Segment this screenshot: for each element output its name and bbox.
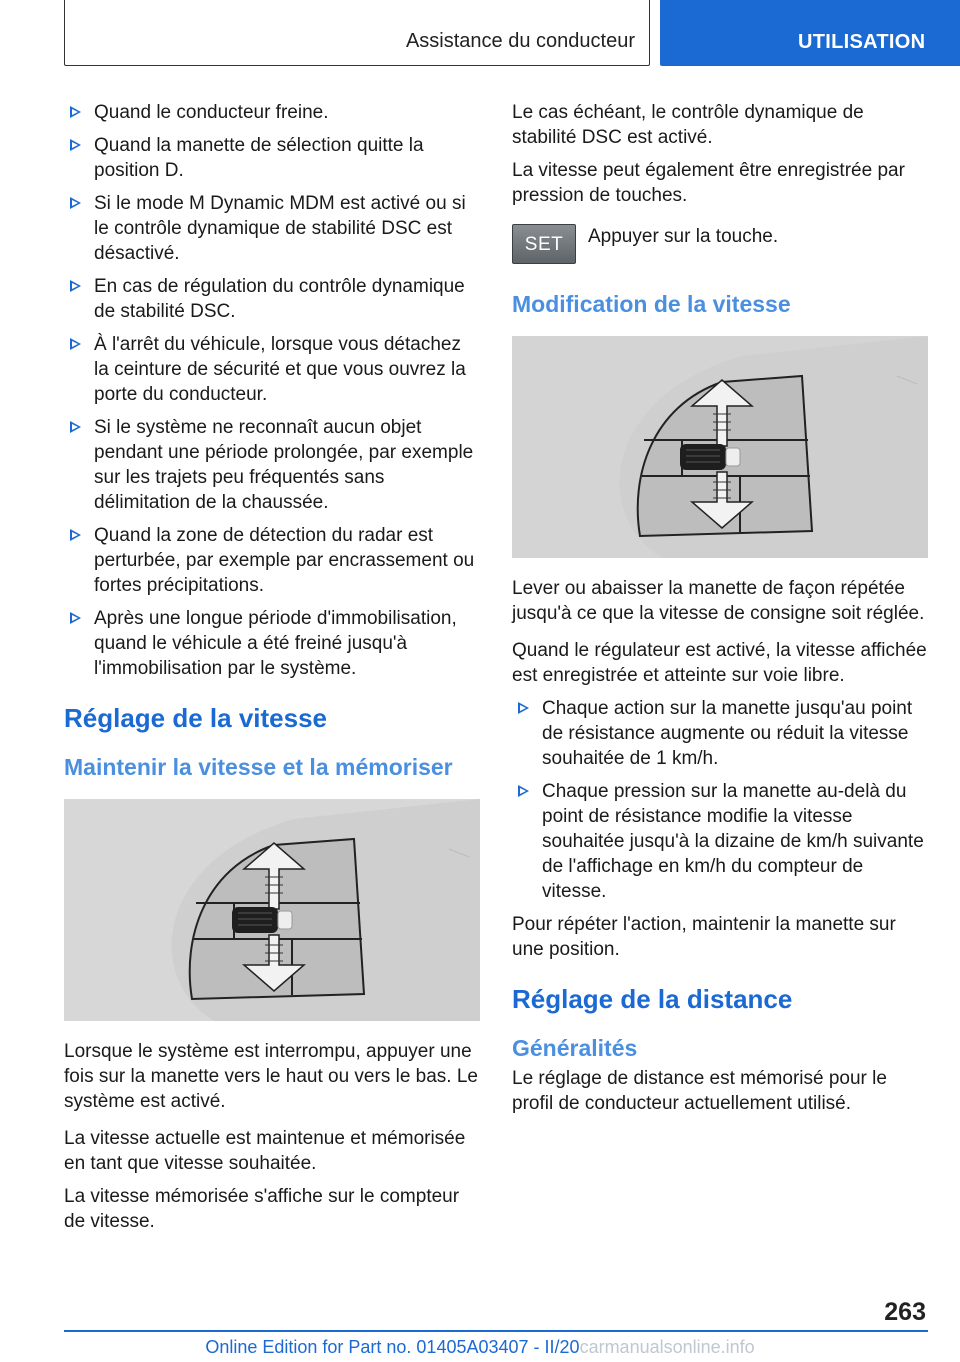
left-column: [64, 100, 480, 1242]
edition-text: Online Edition for Part no. 01405A03407 - II/20: [205, 1337, 580, 1357]
steering-lever-illustration: [64, 799, 480, 1021]
heading-maintain-speed: Maintenir la vitesse et la mémoriser: [64, 754, 453, 780]
footer-divider: [64, 1330, 928, 1332]
triangle-bullet-icon: [70, 529, 81, 541]
list-item: Chaque pression sur la manette au-delà du point de résistance modifie la vitesse souhaitée jusqu'à la dizaine de km/h suivante de l'affichage en km/h du compteur de vitesse.: [512, 779, 928, 904]
set-button-icon: SET: [512, 224, 576, 264]
set-instruction-text: Appuyer sur la touche.: [588, 226, 779, 247]
heading-speed-modification: Modification de la vitesse: [512, 291, 791, 317]
paragraph: La vitesse mémorisée s'affiche sur le compteur de vitesse.: [64, 1186, 460, 1232]
steering-lever-illustration-2: [512, 336, 928, 558]
set-instruction: [512, 224, 928, 268]
heading-speed-setting: Réglage de la vitesse: [64, 703, 328, 733]
paragraph: La vitesse peut également être enregistrée par pression de touches.: [512, 160, 905, 206]
section-title: Assistance du conducteur: [405, 30, 635, 52]
right-column: [512, 100, 928, 1124]
list-item: Si le mode M Dynamic MDM est activé ou si le contrôle dynamique de stabilité DSC est désactivé.: [64, 191, 480, 266]
list-item: Après une longue période d'immobilisation, quand le véhicule a été freiné jusqu'à l'immobilisation par le système.: [64, 606, 480, 681]
conditions-list: [64, 100, 480, 681]
list-item: Chaque action sur la manette jusqu'au point de résistance augmente ou réduit la vitesse souhaitée de 1 km/h.: [512, 696, 928, 771]
triangle-bullet-icon: [518, 702, 529, 714]
triangle-bullet-icon: [70, 106, 81, 118]
triangle-bullet-icon: [518, 785, 529, 797]
heading-generalites: Généralités: [512, 1035, 638, 1061]
triangle-bullet-icon: [70, 197, 81, 209]
page-header: [0, 0, 960, 66]
list-item: Quand la zone de détection du radar est perturbée, par exemple par encrassement ou fortes précipitations.: [64, 523, 480, 598]
list-item: Si le système ne reconnaît aucun objet pendant une période prolongée, par exemple sur les trajets peu fréquentés sans délimitation de la chaussée.: [64, 415, 480, 515]
triangle-bullet-icon: [70, 421, 81, 433]
triangle-bullet-icon: [70, 338, 81, 350]
paragraph: La vitesse actuelle est maintenue et mémorisée en tant que vitesse souhaitée.: [64, 1128, 466, 1174]
list-item: À l'arrêt du véhicule, lorsque vous détachez la ceinture de sécurité et que vous ouvrez la porte du conducteur.: [64, 332, 480, 407]
footer-edition: [0, 1337, 960, 1358]
paragraph: Lever ou abaisser la manette de façon répétée jusqu'à ce que la vitesse de consigne soit réglée.: [512, 578, 925, 624]
paragraph: Lorsque le système est interrompu, appuyer une fois sur la manette vers le haut ou vers le bas. Le système est activé.: [64, 1041, 478, 1112]
header-frame: [64, 0, 650, 66]
list-item: Quand le conducteur freine.: [64, 100, 480, 125]
adjustment-list: [512, 696, 928, 904]
triangle-bullet-icon: [70, 280, 81, 292]
steering-wheel-controls-icon: [64, 799, 480, 1021]
chapter-tab-label: UTILISATION: [798, 31, 926, 53]
paragraph: Le réglage de distance est mémorisé pour le profil de conducteur actuellement utilisé.: [512, 1068, 887, 1114]
chapter-tab: [660, 0, 960, 66]
paragraph: Pour répéter l'action, maintenir la manette sur une position.: [512, 914, 896, 960]
triangle-bullet-icon: [70, 612, 81, 624]
paragraph: Le cas échéant, le contrôle dynamique de stabilité DSC est activé.: [512, 102, 864, 148]
watermark: carmanualsonline.info: [579, 1337, 755, 1357]
triangle-bullet-icon: [70, 139, 81, 151]
page-number: 263: [884, 1298, 926, 1326]
list-item: Quand la manette de sélection quitte la position D.: [64, 133, 480, 183]
paragraph: Quand le régulateur est activé, la vitesse affichée est enregistrée et atteinte sur voie libre.: [512, 640, 927, 686]
heading-distance-setting: Réglage de la distance: [512, 984, 793, 1014]
list-item: En cas de régulation du contrôle dynamique de stabilité DSC.: [64, 274, 480, 324]
steering-wheel-controls-icon: [512, 336, 928, 558]
